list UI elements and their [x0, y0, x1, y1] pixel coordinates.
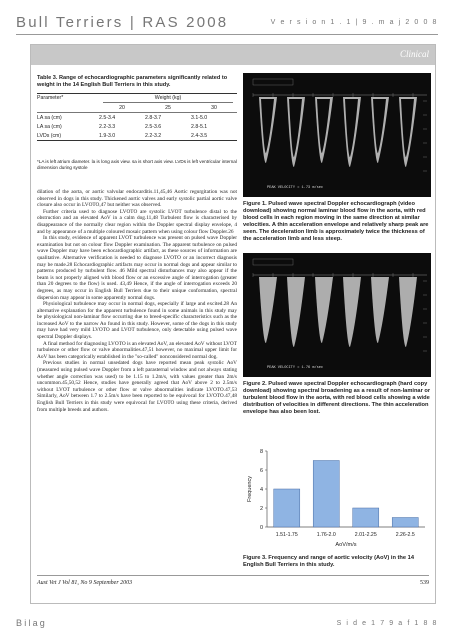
section-label: Clinical: [400, 49, 429, 59]
spectral-envelope: [399, 277, 417, 347]
table-cell: 2.8-3.7: [145, 114, 162, 121]
spectral-envelope: [287, 277, 305, 347]
y-tick-label: 2: [259, 506, 263, 512]
x-axis-label: AoV/m/s: [335, 542, 357, 548]
paragraph: dilation of the aorta, or aortic valvular endocarditis.11,45,46 Aortic regurgitation was not observed in dogs in this study. Thickened aortic valves and early systolic partial aortic valve closure also occur in LVOTO,47 but neither was observed.: [37, 189, 237, 209]
paragraph: A final method for diagnosing LVOTO is an elevated AoV, an elevated AoV without LVOT turbulence or other flow or valve abnormalities.47,51 however, no maximal upper limit for AoV has been categorically established in the "so-called" nonconsidered normal dog.: [37, 340, 237, 360]
figure-2-caption: Figure 2. Pulsed wave spectral Doppler echocardiograph (hard copy download) showing spectral broadening as a result of non-laminar or turbulent blood flow in the aorta, with red blood cells showing a wide distribution of velocities in different directions. The thin acceleration envelope has also been lost.: [243, 381, 431, 416]
page-number: 539: [420, 580, 429, 586]
table-weight-col: 25: [165, 104, 171, 111]
spectral-envelope: [315, 277, 333, 343]
paragraph: In this study, evidence of apparent LVOT turbulence was present on pulsed wave Doppler examination but not on colour flow Doppler examination. The apparent turbulence on pulsed wave Doppler may have been echocardiographic artifact, as these sources of information are qualitative. Alternative verification is needed to diagnose LVOTO or an incorrect diagnosis may be made.28 Echocardiographic artifacts may occur in normal dogs and appear similar to patterns produced by turbulent flow. 46 Mild spectral disturbances may also appear if the beam is not properly aligned with blood flow or an excessive angle of interrogation (greater than 20 degrees to the flow) is used. 43,49 Hence, if the angle of interrogation exceeds 20 degrees, as may occur in English Bull Terriers due to their unique conformation, spectral dispersion may appear in some apparently normal dogs.: [37, 235, 237, 301]
aov-frequency-chart: [243, 445, 433, 553]
table-cell: 2.5-3.4: [99, 114, 116, 121]
table-note: *LA is left atrium diameter. la is long axis view. sa is short axis view. LVDs is left ventricular internal dimension during systole: [37, 159, 237, 170]
paragraph: Previous studies in normal unsedated dogs have reported mean peak systolic AoV (measured using pulsed wave Doppler from a left parasternal window and not always stating whether angle correction was used) to be 1.15 to 1.2m/s, with values greater than 2m/s uncommon.45,50,52 Hence, studies have generally agreed that AoV above 2 to 2.5m/s without LVOT turbulence or other flow or valve abnormalities indicate LVOTO.47,53 Similarly, AoV between 1.7 to 2.5m/s have been reported to be equivocal for LVOTO.47,48 English Bull Terriers in this study were equivocal for LVOTO using these criteria, derived from multiple breeds and authors.: [37, 360, 237, 413]
x-tick-label: 2.01-2.25: [354, 532, 377, 538]
table-row: [37, 122, 237, 131]
journal-page: [30, 44, 436, 604]
x-tick-label: 1.76-2.0: [316, 532, 336, 538]
spectral-envelope: [343, 277, 361, 347]
header-title: Bull Terriers | RAS 2008: [16, 14, 229, 31]
figure-3-caption: Figure 3. Frequency and range of aortic velocity (AoV) in the 14 English Bull Terriers in this study.: [243, 555, 414, 569]
table-row: [37, 131, 237, 140]
spectral-envelope: [259, 277, 277, 343]
table-cell: LA sa (cm): [37, 123, 62, 130]
table-cell: LVDs (cm): [37, 132, 62, 139]
y-axis-label: Frequency: [247, 476, 253, 502]
bar: [313, 461, 339, 528]
table: [37, 93, 237, 141]
table-cell: 2.4-3.5: [191, 132, 208, 139]
ecg-box: [253, 79, 293, 85]
y-tick-label: 0: [259, 525, 263, 531]
table-cell: 2.2-3.3: [99, 123, 116, 130]
paragraph: Further criteria used to diagnose LVOTO are systolic LVOT turbulence distal to the obstruction and an elevated AoV in a calm dog.11,48 Turbulent flow is characterised by disappearance of the normally clear region within the Doppler spectral display envelope, 4 and by appearance of a multiple coloured mosaic pattern when using colour flow Doppler.26: [37, 208, 237, 235]
bar: [392, 518, 418, 528]
bar: [274, 489, 300, 527]
table-cell: 2.5-3.6: [145, 123, 162, 130]
y-tick-label: 6: [259, 468, 263, 474]
table-cell: 2.8-5.1: [191, 123, 208, 130]
bottom-right-page: S i d e 1 7 9 a f 1 8 8: [336, 620, 438, 627]
x-tick-label: 1.51-1.75: [275, 532, 298, 538]
y-tick-label: 8: [259, 449, 263, 455]
header-version: V e r s i o n 1 . 1 | 9 . m a j 2 0 0 8: [270, 19, 438, 26]
y-tick-label: 4: [259, 487, 263, 493]
page-footer: [37, 575, 429, 586]
header-rule: [16, 34, 438, 35]
table-cell: 3.1-5.0: [191, 114, 208, 121]
velocity-readout: PEAK VELOCITY = 1.76 m/sec: [267, 366, 324, 370]
body-text: [37, 189, 237, 413]
table-weight-col: 30: [211, 104, 217, 111]
table-cell: 1.9-3.0: [99, 132, 116, 139]
spectral-envelope: [371, 277, 389, 343]
ecg-box: [253, 259, 293, 265]
table-param-header: Parameter*: [37, 95, 64, 101]
table-caption: Table 3. Range of echocardiographic parameters significantly related to weight in the 14 English Bull Terriers in this study.: [37, 75, 228, 88]
bottom-left-label: Bilag: [16, 618, 48, 628]
velocity-readout: PEAK VELOCITY = 1.73 m/sec: [267, 186, 324, 190]
journal-citation: Aust Vet J Vol 81, No 9 September 2003: [37, 580, 133, 586]
x-tick-label: 2.26-2.5: [395, 532, 415, 538]
doppler-image-1: [243, 73, 431, 197]
bar: [353, 508, 379, 527]
doppler-image-2: [243, 253, 431, 377]
section-band: [31, 45, 435, 65]
table-weight-header: Weight (kg): [154, 95, 182, 101]
figure-1-caption: Figure 1. Pulsed wave spectral Doppler echocardiograph (video download) showing normal laminar blood flow in the aorta, with red blood cells in each region moving in the same direction at similar velocities. A thin acceleration envelope and relatively sharp peak are seen. The deceleration limb is approximately twice the thickness of the acceleration limb and less steep.: [243, 201, 429, 243]
table-weight-col: 20: [119, 104, 125, 111]
paragraph: Physiological turbulence may occur in normal dogs, especially if large and excited.28 An alternative explanation for the apparent turbulence found in some animals in this study may be physiological non-laminar flow occurring due to breed-specific characteristics such as the increased AoV to the narrow Ao found in this study. However, some of the dogs in this study may have had very mild LVOTO and LVOT turbulence, only detectable using pulsed wave spectral Doppler displays.: [37, 301, 237, 341]
table-cell: 2.2-3.2: [145, 132, 162, 139]
table-cell: LA sa (cm): [37, 114, 62, 121]
table-row: [37, 113, 237, 122]
